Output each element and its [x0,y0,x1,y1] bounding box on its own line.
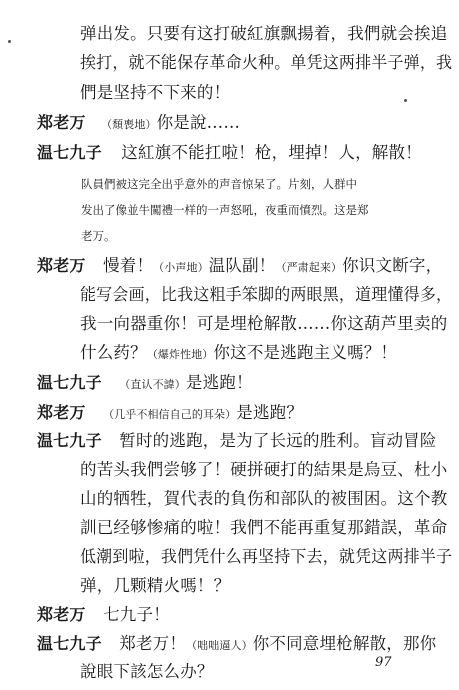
dialogue-line [37,145,422,162]
dialogue-text: 你是說…… [156,113,241,132]
dialogue-text: 这紅旗不能扛啦！枪，埋掉！人，解散！ [121,143,422,162]
dialogue-text: 是逃跑？ [236,403,304,422]
page-number: 97 [375,655,392,670]
dialogue-text: 你不同意埋枪解散，那你 [252,634,437,653]
stage-direction: （直认不諱） [119,378,186,391]
speaker-name: 温七九子 [37,143,102,162]
text-line: 們是坚持不下来的！ [80,83,231,102]
speaker-name: 温七九子 [37,373,102,392]
speaker-name: 郑老万 [37,403,86,422]
stage-direction: （頹喪地） [101,118,157,131]
dialogue-text: 你识文断字， [342,256,443,275]
dialogue-text: 是逃跑！ [185,373,253,392]
stage-direction: （几乎不相信自己的耳朵） [103,408,237,421]
dialogue-text: 什么药？ [80,343,147,362]
stage-direction: （爆炸性地） [146,348,214,361]
dialogue-line [37,115,240,132]
dialogue-line [37,405,303,422]
text-line: 挨打，就不能保存革命火种。单凭这两排半子弹，我 [80,53,453,72]
stage-direction-line: 队員們被这完全出乎意外的声音惊呆了。片刻，人群中 [81,177,357,191]
scan-speck [8,40,11,43]
text-line: 說眼下該怎么办？ [80,662,214,681]
speaker-name: 温七九子 [37,634,102,653]
text-line: 我一向器重你！可是埋枪解散……你这葫芦里卖的 [80,314,448,333]
text-line: 山的牺牲，賀代表的負伤和部队的被围困。这个教 [80,489,448,508]
dialogue-text: 暂时的逃跑，是为了长远的胜利。盲动冒险 [119,431,437,450]
dialogue-line [37,607,170,624]
text-line: 低潮到啦，我們凭什么再坚持下去，就凭这两排半子 [80,547,453,566]
stage-direction-line: 发出了像並牛闖禮一样的一声怒吼，夜重而憤烈。这是郑 [81,203,369,217]
text-line: 訓已经够惨痛的啦！我們不能再重复那錯誤，革命 [80,518,448,537]
scan-speck [404,99,407,102]
text-line [80,345,397,362]
dialogue-line [37,375,253,392]
text-line: 的苦头我們尝够了！硬拼硬打的結果是烏豆、杜小 [80,460,448,479]
stage-direction: （咄咄逼人） [186,639,253,652]
dialogue-text: 七九子！ [103,605,170,624]
text-line: 弹，几颗精火嗎！？ [80,576,231,595]
stage-direction-line: 老万。 [81,229,116,243]
dialogue-text: 郑老万！ [119,634,187,653]
text-line: 弹出发。只要有这打破紅旗飘揚着，我們就会挨追 [80,24,448,43]
speaker-name: 郑老万 [37,256,86,275]
dialogue-line [37,433,437,450]
dialogue-text: 你这不是逃跑主义嗎？！ [213,343,398,362]
stage-direction: （小声地） [153,261,209,274]
dialogue-line [37,258,442,275]
speaker-name: 郑老万 [37,113,86,132]
speaker-name: 温七九子 [37,431,102,450]
text-line: 能写会画，比我这粗手笨脚的两眼黑，道理懂得多， [80,285,453,304]
dialogue-text: 慢着！ [103,256,154,275]
speaker-name: 郑老万 [37,605,86,624]
dialogue-text: 温队副！ [208,256,276,275]
dialogue-line [37,636,436,653]
stage-direction: （严肃起来） [275,261,343,274]
